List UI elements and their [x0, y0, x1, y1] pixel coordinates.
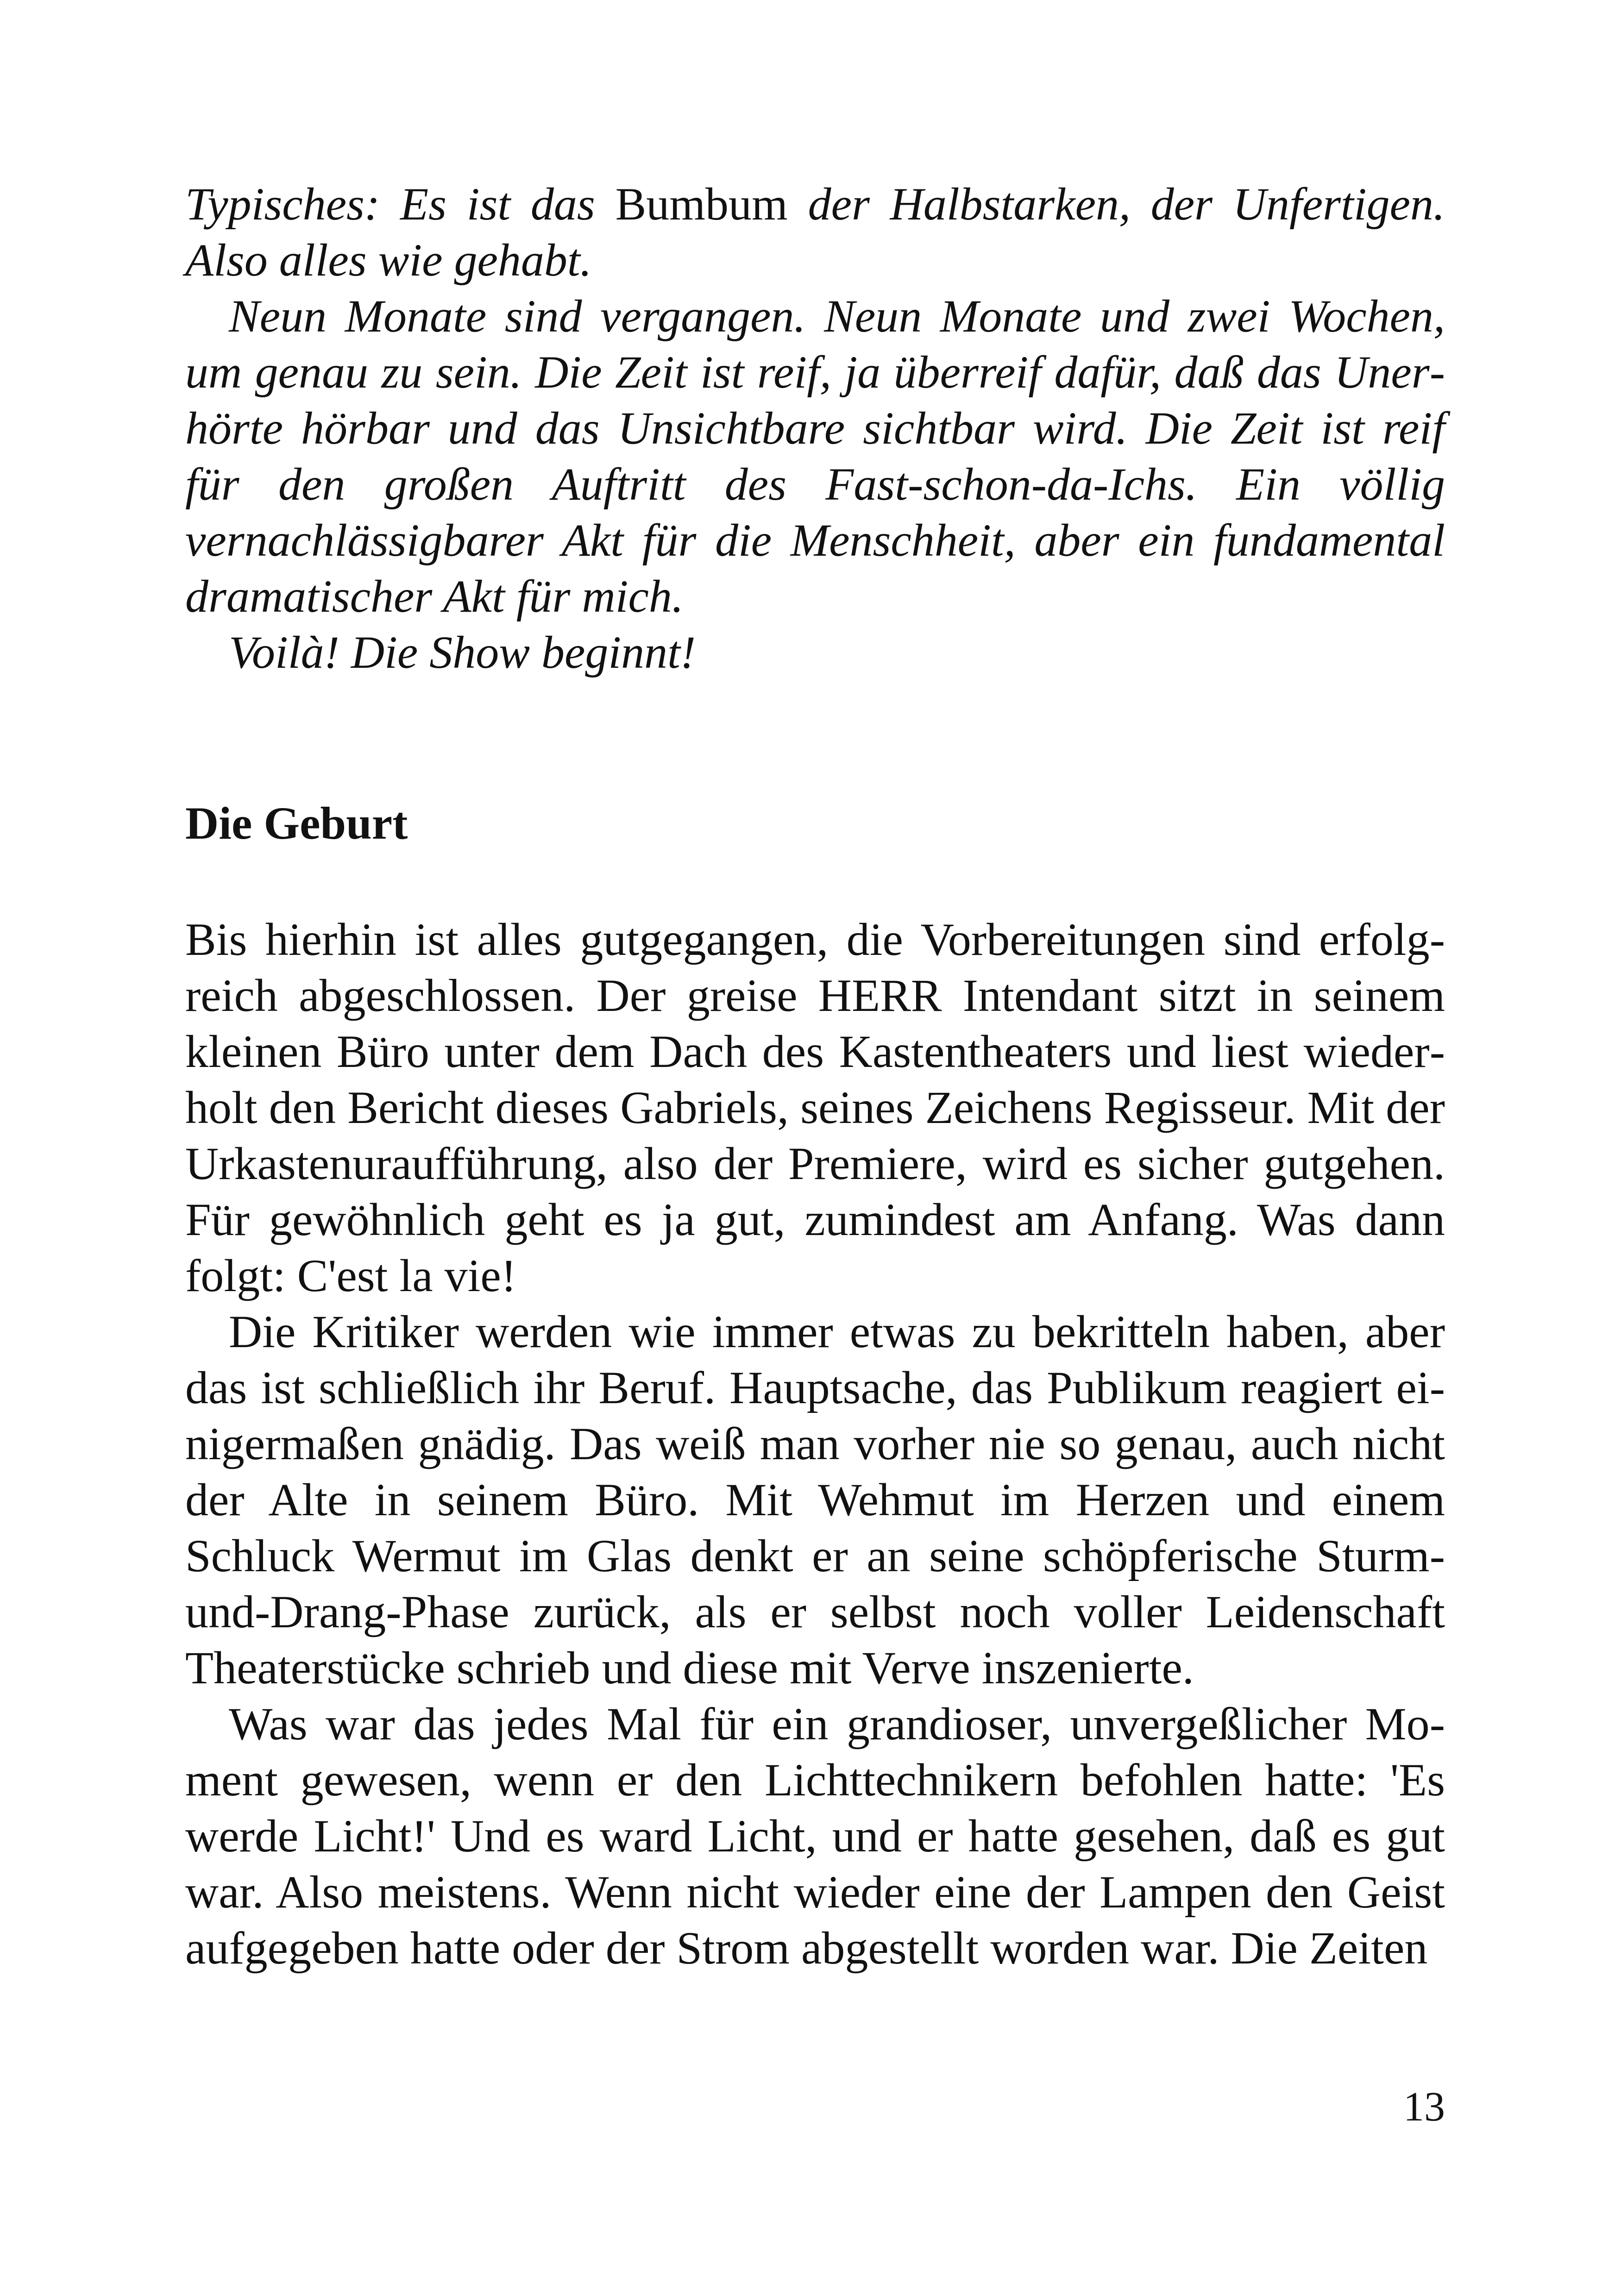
section-spacer: [185, 680, 1445, 795]
italic-paragraph-3: Voilà! Die Show beginnt!: [229, 627, 696, 678]
heading-spacer: [185, 851, 1445, 911]
italic-paragraph-2: Neun Monate sind vergangen. Neun Monate und zwei Wochen, um genau zu sein. Die Zeit ist reif, ja überreif dafür, daß das Unerhörte hörbar und das Unsichtbare sichtbar wird. Die Zeit ist reif für den großen Auftritt des Fast-schon-da-Ichs. Ein völlig vernachlässigbarer Akt für die Menschheit, aber ein fundamental dramatischer Akt für mich.: [185, 290, 1445, 622]
page-content: [185, 176, 1445, 1976]
body-paragraph-3: Was war das jedes Mal für ein grandioser, unvergeßlicher Moment gewesen, wenn er den Lichttechnikern befohlen hatte: 'Es werde Licht!' Und es ward Licht, und er hatte gesehen, daß es gut war. Also meistens. Wenn nicht wieder eine der Lampen den Geist aufgegeben hatte oder der Strom abgestellt worden war. Die Zeiten: [185, 1698, 1445, 1974]
italic-text-lead: Typisches: Es ist das: [185, 178, 616, 230]
upright-word-bumbum: Bumbum: [615, 178, 788, 230]
section-heading: Die Geburt: [185, 797, 408, 849]
page-number: 13: [1403, 2084, 1445, 2130]
body-paragraph-2: Die Kritiker werden wie immer etwas zu bekritteln haben, aber das ist schließlich ihr Beruf. Hauptsache, das Publikum reagiert einigermaßen gnädig. Das weiß man vorher nie so genau, auch nicht der Alte in seinem Büro. Mit Wehmut im Herzen und einem Schluck Wermut im Glas denkt er an seine schöpferische Sturm-und-Drang-Phase zurück, als er selbst noch voller Leidenschaft Theaterstücke schrieb und diese mit Verve inszenierte.: [185, 1306, 1445, 1694]
body-paragraph-1: Bis hierhin ist alles gutgegangen, die Vorbereitungen sind erfolgreich abgeschlossen. Der greise HERR Intendant sitzt in seinem kleinen Büro unter dem Dach des Kastentheaters und liest wiederholt den Bericht dieses Gabriels, seines Zeichens Regisseur. Mit der Urkastenuraufführung, also der Premiere, wird es sicher gutgehen. Für gewöhnlich geht es ja gut, zumindest am Anfang. Was dann folgt: C'est la vie!: [185, 914, 1445, 1301]
italic-paragraph-1: [185, 176, 1445, 288]
italic-text-tail: der Halbstarken, der Unfertigen. Also alles wie gehabt.: [185, 178, 1445, 286]
